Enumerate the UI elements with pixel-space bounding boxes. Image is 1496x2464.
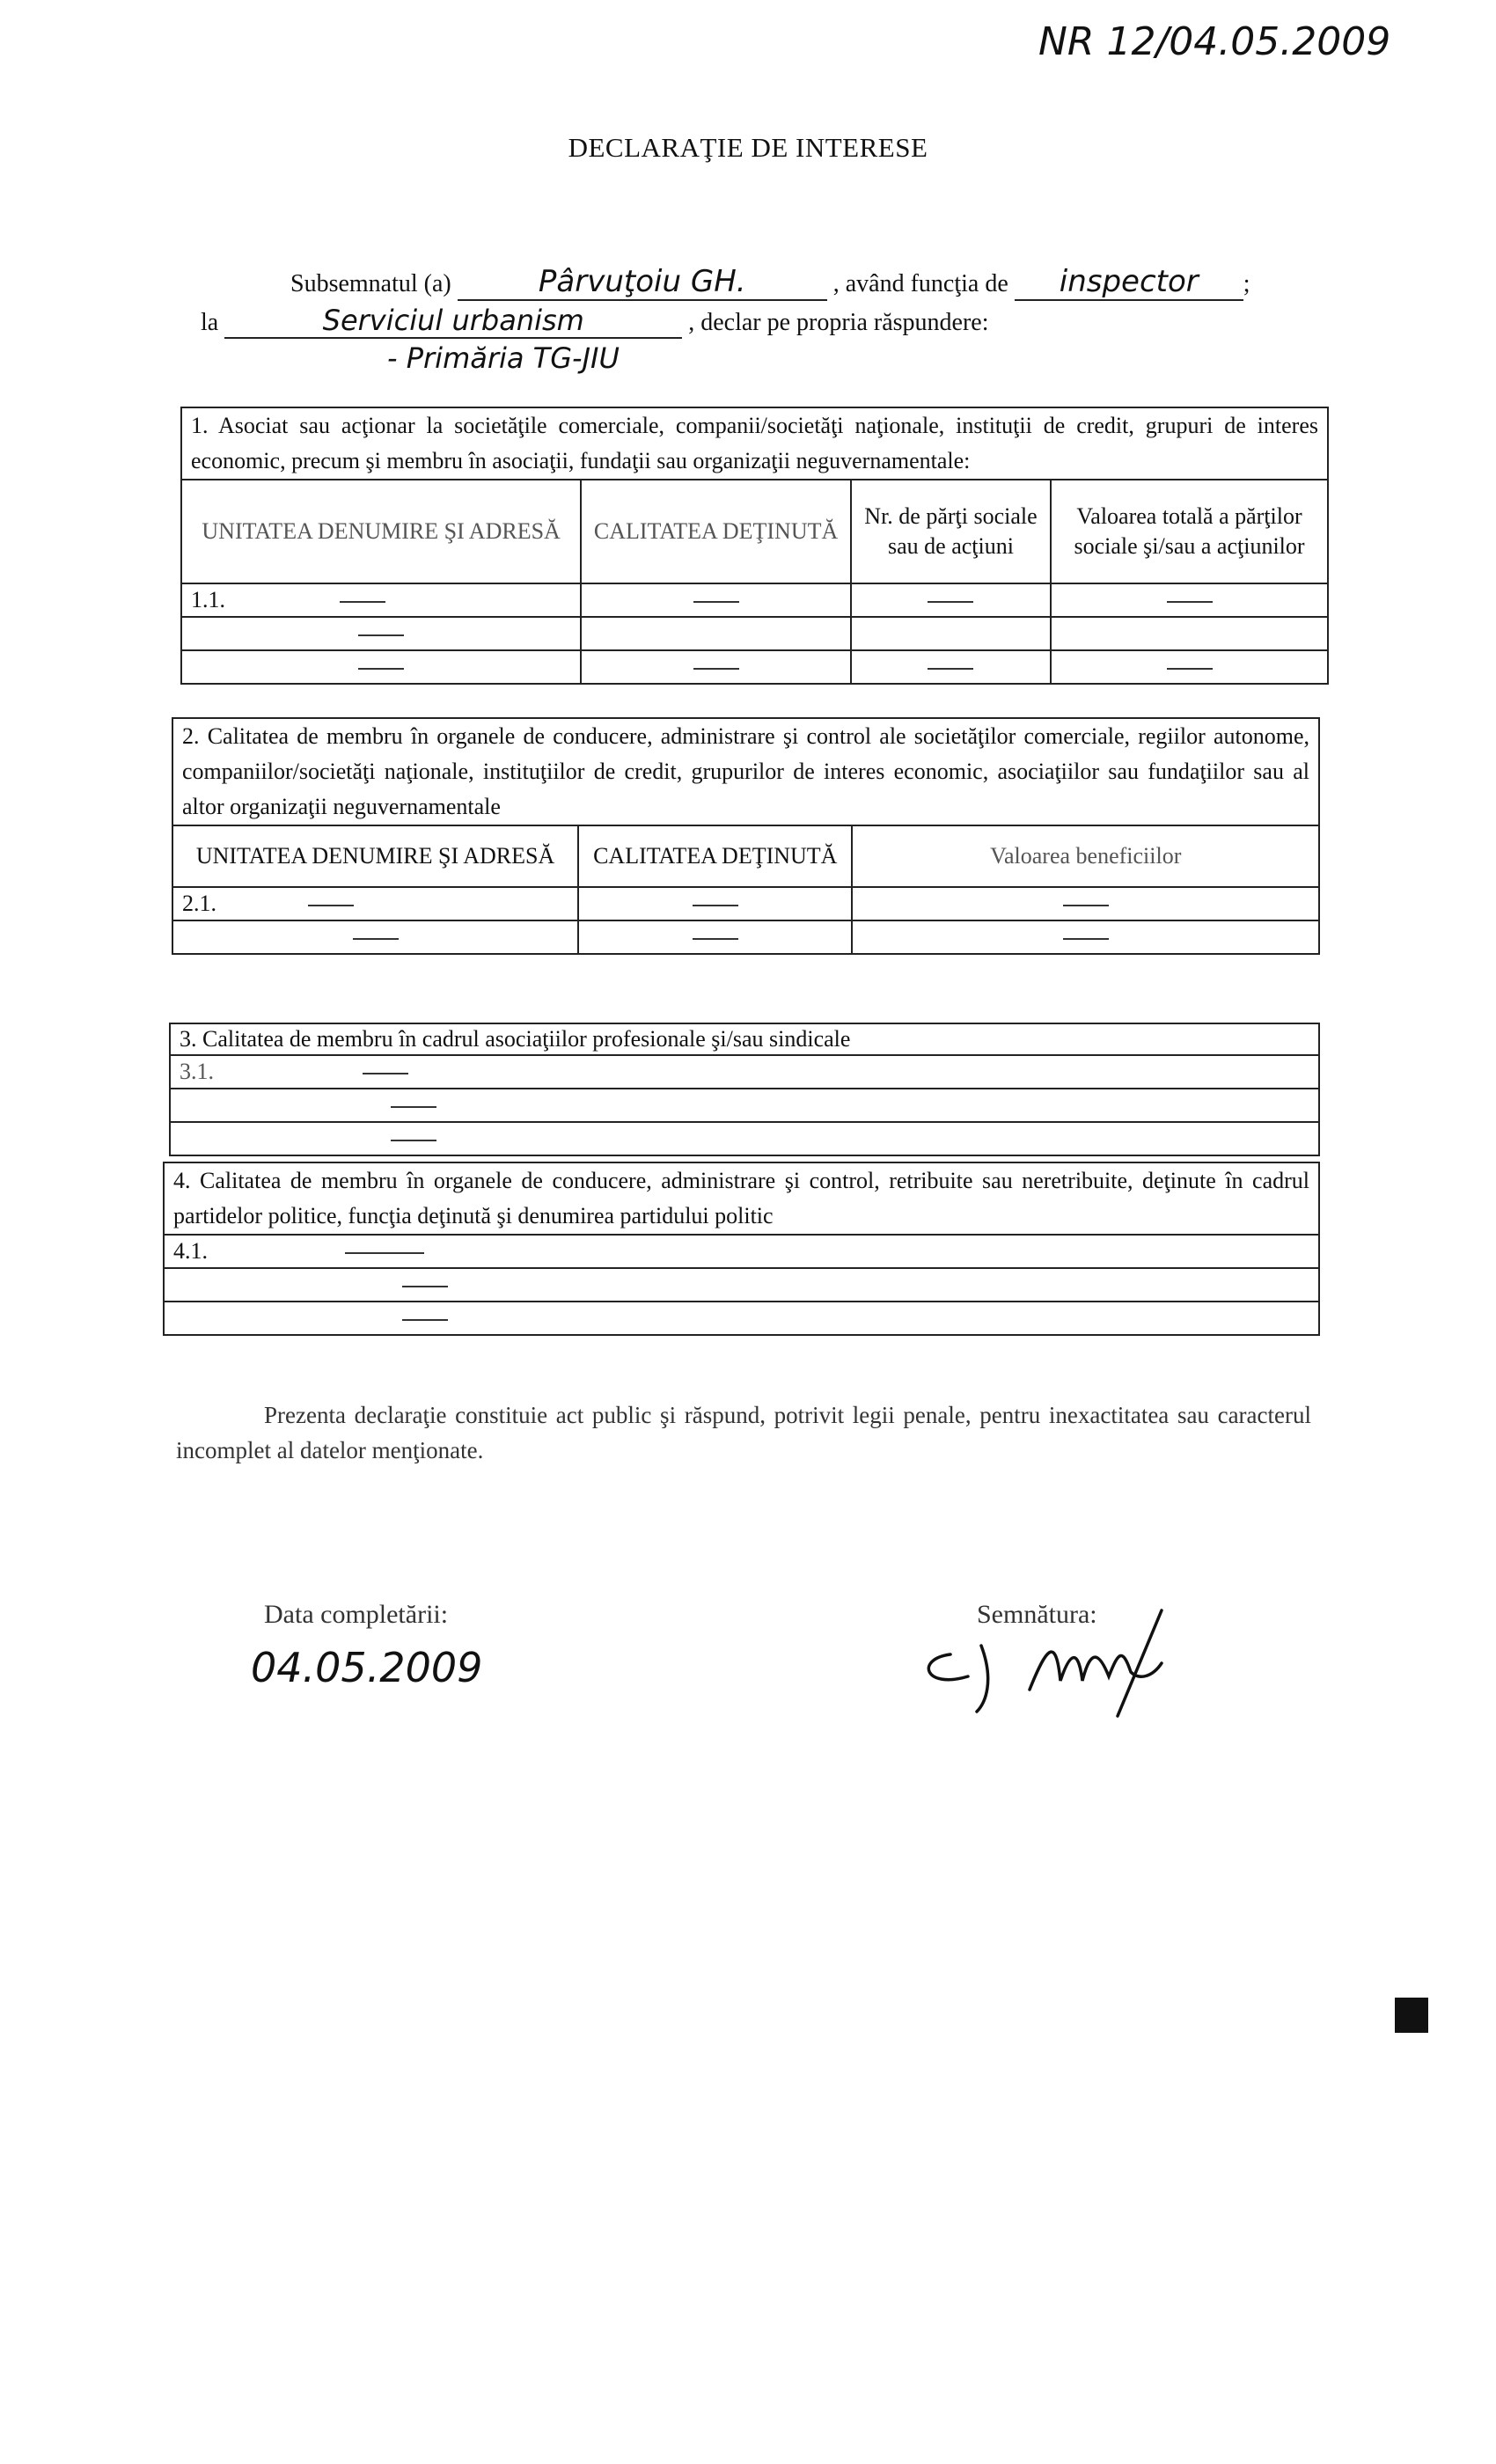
section3-table bbox=[169, 1023, 1320, 1156]
declar-label: , declar pe propria răspundere: bbox=[688, 309, 989, 336]
section1-title: 1. Asociat sau acţionar la societăţile comerciale, companii/societăţi naţionale, instituţii de credit, grupuri de interes economic, precum şi membru în asociaţii, fundaţii sau organizaţii neguvernamentale: bbox=[181, 407, 1328, 480]
blank-dash bbox=[1167, 668, 1213, 670]
s2-header-benefits: Valoarea beneficiilor bbox=[852, 825, 1319, 887]
registration-number: NR 12/04.05.2009 bbox=[1038, 19, 1391, 64]
signature-mark bbox=[898, 1593, 1197, 1725]
blank-dash bbox=[1063, 938, 1109, 940]
declarant-name: Pârvuţoiu GH. bbox=[458, 264, 827, 301]
blank-dash bbox=[693, 938, 738, 940]
blank-dash bbox=[1167, 601, 1213, 603]
s1-row-1 bbox=[181, 583, 581, 617]
blank-dash bbox=[391, 1140, 436, 1141]
intro-line-1: Subsemnatul (a) Pârvuţoiu GH. , având funcţia de inspector ; bbox=[290, 264, 1250, 299]
signature-label: Semnătura: bbox=[977, 1600, 1097, 1629]
blank-dash bbox=[345, 1252, 424, 1254]
s2-row-1 bbox=[172, 887, 578, 920]
s1-header-shares: Nr. de părţi sociale sau de acţiuni bbox=[851, 480, 1051, 583]
blank-dash bbox=[340, 601, 385, 603]
scan-artifact bbox=[1395, 1998, 1428, 2033]
intro-line-2 bbox=[201, 304, 989, 339]
blank-dash bbox=[363, 1073, 408, 1074]
s2-row-label: 2.1. bbox=[182, 891, 216, 916]
blank-dash bbox=[308, 905, 354, 906]
declarant-workplace: Serviciul urbanism bbox=[224, 304, 682, 339]
s1-header-quality: CALITATEA DEŢINUTĂ bbox=[581, 480, 851, 583]
blank-dash bbox=[391, 1106, 436, 1108]
section1-table bbox=[180, 407, 1329, 685]
section2-title: 2. Calitatea de membru în organele de conducere, administrare şi control ale societăţilor comerciale, regiilor autonome, companiilor/societăţi naţionale, instituţiilor de credit, grupurilor de interes economic, asociaţiilor sau fundaţiilor sau al altor organizaţii neguvernamentale bbox=[172, 718, 1319, 825]
s3-row-label: 3.1. bbox=[180, 1059, 214, 1084]
blank-dash bbox=[693, 601, 739, 603]
s1-row-label: 1.1. bbox=[191, 587, 225, 612]
blank-dash bbox=[402, 1286, 448, 1287]
subsemnatul-label: Subsemnatul (a) bbox=[290, 270, 451, 297]
s4-row-label: 4.1. bbox=[173, 1238, 208, 1264]
footer-statement: Prezenta declaraţie constituie act public şi răspund, potrivit legii penale, pentru inexactitatea sau caracterul incomplet al datelor menţionate. bbox=[176, 1402, 1311, 1463]
date-value: 04.05.2009 bbox=[251, 1644, 483, 1691]
blank-dash bbox=[693, 668, 739, 670]
blank-dash bbox=[928, 668, 973, 670]
la-label: la bbox=[201, 309, 219, 336]
declarant-workplace-line2: - Primăria TG-JIU bbox=[387, 341, 620, 375]
s3-row-1 bbox=[170, 1055, 1319, 1089]
document-title: DECLARAŢIE DE INTERESE bbox=[568, 132, 928, 163]
section4-title: 4. Calitatea de membru în organele de conducere, administrare şi control, retribuite sau neretribuite, deţinute în cadrul partidelor politice, funcţia deţinută şi denumirea partidului politic bbox=[164, 1162, 1319, 1235]
function-label: , având funcţia de bbox=[832, 270, 1008, 297]
blank-dash bbox=[358, 634, 404, 636]
blank-dash bbox=[358, 668, 404, 670]
s4-row-1 bbox=[164, 1235, 1319, 1268]
declarant-function: inspector bbox=[1015, 264, 1243, 301]
blank-dash bbox=[928, 601, 973, 603]
blank-dash bbox=[353, 938, 399, 940]
s1-header-value: Valoarea totală a părţilor sociale şi/sau a acţiunilor bbox=[1051, 480, 1328, 583]
blank-dash bbox=[402, 1319, 448, 1321]
section4-table bbox=[163, 1162, 1320, 1336]
s1-header-unit: UNITATEA DENUMIRE ŞI ADRESĂ bbox=[181, 480, 581, 583]
blank-dash bbox=[693, 905, 738, 906]
s2-header-unit: UNITATEA DENUMIRE ŞI ADRESĂ bbox=[172, 825, 578, 887]
section2-table bbox=[172, 717, 1320, 955]
blank-dash bbox=[1063, 905, 1109, 906]
s2-header-quality: CALITATEA DEŢINUTĂ bbox=[578, 825, 852, 887]
section3-title: 3. Calitatea de membru în cadrul asociaţiilor profesionale şi/sau sindicale bbox=[170, 1023, 1319, 1055]
date-label: Data completării: bbox=[264, 1600, 449, 1629]
